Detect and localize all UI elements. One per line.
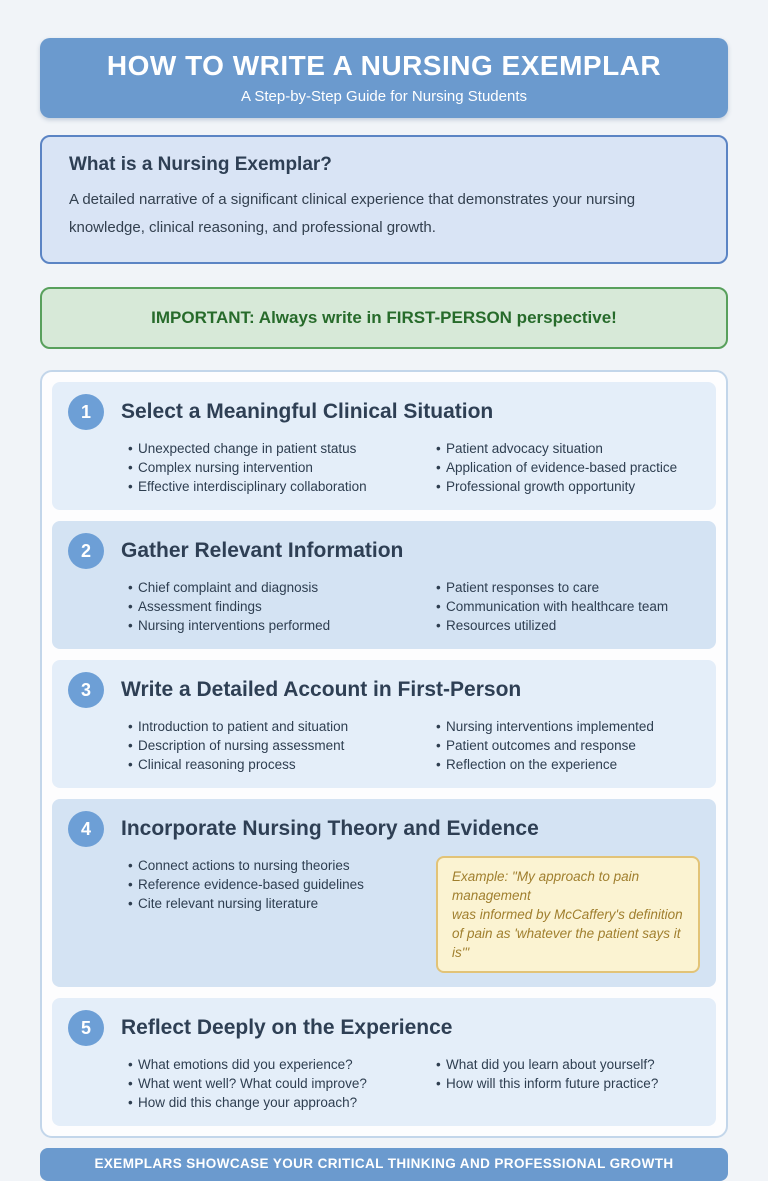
step-5-right-bullets <box>436 1055 700 1112</box>
definition-body: A detailed narrative of a significant clinical experience that demonstrates your nursing knowledge, clinical reasoning, and professional growth. <box>69 191 636 236</box>
bullet-item: • Reflection on the experience <box>436 755 700 774</box>
bullet-item: • Effective interdisciplinary collaboration <box>128 477 411 496</box>
step-5-left-bullets <box>128 1055 411 1112</box>
step-5-body <box>68 1055 700 1112</box>
bullet-item: • What went well? What could improve? <box>128 1074 411 1093</box>
step-4-left-bullets <box>128 856 411 973</box>
step-2-body <box>68 578 700 635</box>
step-2-left-bullets <box>128 578 411 635</box>
bullet-item: • What did you learn about yourself? <box>436 1055 700 1074</box>
step-5-title: Reflect Deeply on the Experience <box>121 1016 453 1039</box>
example-line: was informed by McCaffery's definition <box>452 907 683 922</box>
step-2 <box>52 521 716 649</box>
bullet-item: • Application of evidence-based practice <box>436 458 700 477</box>
bullet-item: • Communication with healthcare team <box>436 597 700 616</box>
bullet-item: • How did this change your approach? <box>128 1093 411 1112</box>
step-5-number-badge: 5 <box>68 1010 104 1046</box>
step-1-body <box>68 439 700 496</box>
step-2-right-bullets <box>436 578 700 635</box>
step-3 <box>52 660 716 788</box>
bullet-item: • Connect actions to nursing theories <box>128 856 411 875</box>
step-3-left-bullets <box>128 717 411 774</box>
footer-banner <box>40 1148 728 1181</box>
footer-text: EXEMPLARS SHOWCASE YOUR CRITICAL THINKING AND PROFESSIONAL GROWTH <box>94 1156 674 1171</box>
step-5 <box>52 998 716 1126</box>
step-1 <box>52 382 716 510</box>
step-2-header <box>68 533 700 569</box>
bullet-item: • Assessment findings <box>128 597 411 616</box>
bullet-item: • Clinical reasoning process <box>128 755 411 774</box>
step-5-header <box>68 1010 700 1046</box>
definition-heading: What is a Nursing Exemplar? <box>69 154 332 175</box>
step-4 <box>52 799 716 987</box>
step-1-title: Select a Meaningful Clinical Situation <box>121 400 494 423</box>
step-2-number-badge: 2 <box>68 533 104 569</box>
page-subtitle: A Step-by-Step Guide for Nursing Students <box>241 88 527 105</box>
step-1-number-badge: 1 <box>68 394 104 430</box>
important-callout <box>40 287 728 349</box>
step-3-title: Write a Detailed Account in First-Person <box>121 678 522 701</box>
step-4-title: Incorporate Nursing Theory and Evidence <box>121 817 539 840</box>
bullet-item: • Patient outcomes and response <box>436 736 700 755</box>
step-4-number-badge: 4 <box>68 811 104 847</box>
steps-container <box>40 370 728 1138</box>
step-3-right-bullets <box>436 717 700 774</box>
step-1-header <box>68 394 700 430</box>
bullet-item: • Resources utilized <box>436 616 700 635</box>
bullet-item: • Nursing interventions implemented <box>436 717 700 736</box>
bullet-item: • Patient responses to care <box>436 578 700 597</box>
bullet-item: • Reference evidence-based guidelines <box>128 875 411 894</box>
step-3-header <box>68 672 700 708</box>
bullet-item: • Description of nursing assessment <box>128 736 411 755</box>
step-2-title: Gather Relevant Information <box>121 539 404 562</box>
example-line: of pain as 'whatever the patient says it is'" <box>452 926 681 960</box>
step-3-body <box>68 717 700 774</box>
bullet-item: • Nursing interventions performed <box>128 616 411 635</box>
bullet-item: • What emotions did you experience? <box>128 1055 411 1074</box>
header-banner <box>40 38 728 118</box>
step-4-header <box>68 811 700 847</box>
bullet-item: • Professional growth opportunity <box>436 477 700 496</box>
step-1-left-bullets <box>128 439 411 496</box>
bullet-item: • Cite relevant nursing literature <box>128 894 411 913</box>
page-title: HOW TO WRITE A NURSING EXEMPLAR <box>106 50 662 81</box>
example-line: Example: "My approach to pain management <box>452 869 640 903</box>
example-quote-box <box>436 856 700 973</box>
bullet-item: • Complex nursing intervention <box>128 458 411 477</box>
step-1-right-bullets <box>436 439 700 496</box>
definition-box <box>40 135 728 264</box>
step-4-body <box>68 856 700 973</box>
bullet-item: • How will this inform future practice? <box>436 1074 700 1093</box>
important-text: IMPORTANT: Always write in FIRST-PERSON perspective! <box>151 308 617 327</box>
bullet-item: • Introduction to patient and situation <box>128 717 411 736</box>
step-3-number-badge: 3 <box>68 672 104 708</box>
bullet-item: • Chief complaint and diagnosis <box>128 578 411 597</box>
bullet-item: • Unexpected change in patient status <box>128 439 411 458</box>
bullet-item: • Patient advocacy situation <box>436 439 700 458</box>
